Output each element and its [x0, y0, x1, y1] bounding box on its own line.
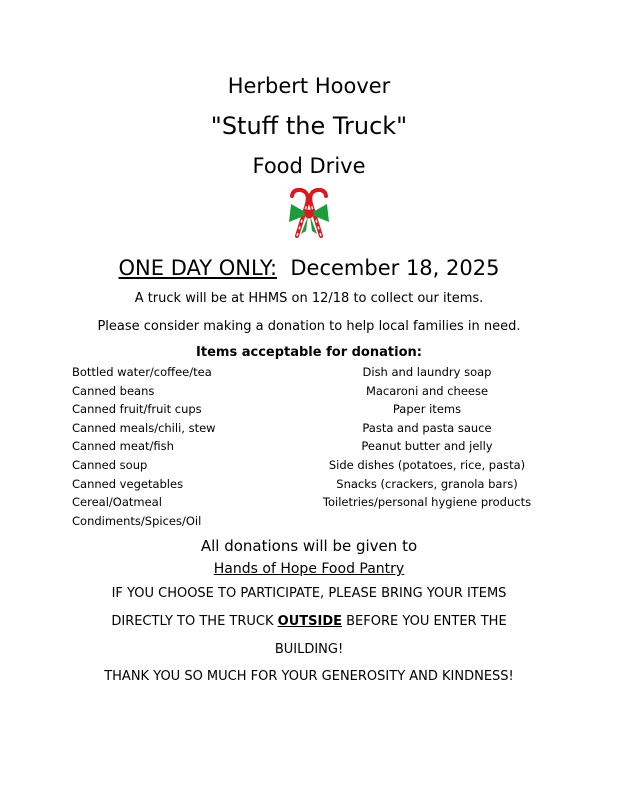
list-item: Canned vegetables: [72, 476, 184, 491]
list-item: Peanut butter and jelly: [361, 439, 493, 454]
instructions-line-3: BUILDING!: [274, 642, 344, 657]
items-list-left: [72, 363, 216, 530]
list-item: Canned meat/fish: [72, 439, 174, 454]
list-item: Canned meals/chili, stew: [72, 420, 216, 435]
flyer-title-subtitle: Food Drive: [252, 154, 366, 178]
donation-line: All donations will be given to: [200, 537, 418, 555]
list-item: Canned soup: [72, 457, 148, 472]
instructions-line-2-end: BEFORE YOU ENTER THE: [342, 614, 507, 629]
list-item: Canned fruit/fruit cups: [72, 402, 202, 417]
list-item: Macaroni and cheese: [365, 383, 489, 398]
list-item: Side dishes (potatoes, rice, pasta): [328, 457, 526, 472]
flyer-title-event: "Stuff the Truck": [210, 112, 408, 140]
list-item: Paper items: [392, 402, 462, 417]
pantry-name: Hands of Hope Food Pantry: [213, 561, 405, 577]
thank-you-line: THANK YOU SO MUCH FOR YOUR GENEROSITY AND KINDNESS!: [104, 669, 514, 684]
flyer-title-school: Herbert Hoover: [227, 74, 391, 98]
instructions-line-1: IF YOU CHOOSE TO PARTICIPATE, PLEASE BRING YOUR ITEMS: [111, 586, 507, 601]
list-item: Dish and laundry soap: [362, 365, 492, 379]
event-date: December 18, 2025: [290, 256, 500, 280]
items-list-right: [308, 363, 546, 512]
list-item: Canned beans: [72, 383, 155, 398]
list-item: Toiletries/personal hygiene products: [322, 495, 532, 510]
intro-line-2: Please consider making a donation to help local families in need.: [97, 319, 521, 334]
event-date-line: [0, 256, 618, 280]
list-item: Pasta and pasta sauce: [362, 420, 492, 435]
outside-emphasis: OUTSIDE: [277, 614, 342, 629]
candy-cane-bow-icon: [277, 184, 341, 240]
list-item: Condiments/Spices/Oil: [72, 513, 202, 528]
instructions-line-2: [0, 614, 618, 629]
list-item: Snacks (crackers, granola bars): [336, 476, 518, 491]
list-item: Cereal/Oatmeal: [72, 495, 162, 510]
list-item: Bottled water/coffee/tea: [72, 365, 212, 379]
items-heading: Items acceptable for donation:: [196, 345, 422, 360]
intro-line-1: A truck will be at HHMS on 12/18 to collect our items.: [134, 291, 484, 306]
one-day-only-label: ONE DAY ONLY:: [118, 256, 278, 280]
instructions-line-2-start: DIRECTLY TO THE TRUCK: [111, 614, 278, 629]
